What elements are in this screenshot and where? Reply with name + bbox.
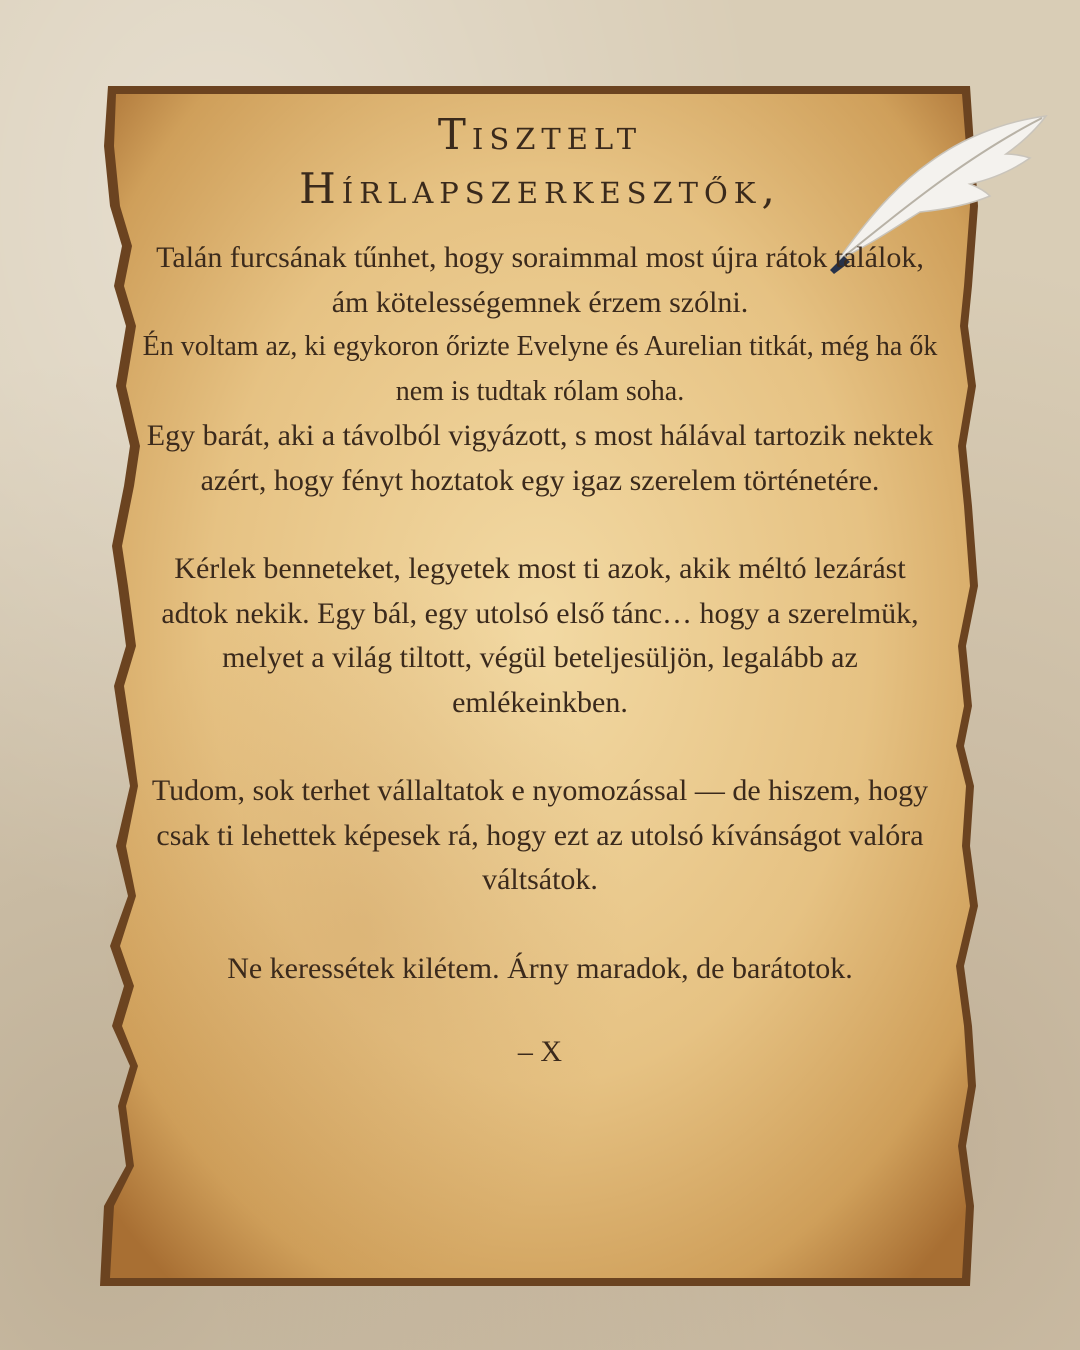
paragraph-6: Ne keressétek kilétem. Árny maradok, de barátotok. xyxy=(227,951,853,985)
paragraph-4: Kérlek benneteket, legyetek most ti azok, akik méltó lezárást adtok nekik. Egy bál, egy utolsó első tánc… hogy a szerelmük, melyet a világ tiltott, végül beteljesüljön, legalább az emlékeinkben. xyxy=(161,552,919,719)
letter-title-line1: Tisztelt xyxy=(437,110,643,159)
paragraph-gap xyxy=(140,503,940,547)
letter-body xyxy=(140,236,940,991)
letter-title xyxy=(140,108,940,216)
paragraph-2: Én voltam az, ki egykoron őrizte Evelyne és Aurelian titkát, még ha ők nem is tudtak rólam soha. xyxy=(142,331,938,407)
paragraph-3: Egy barát, aki a távolból vigyázott, s most hálával tartozik nektek azért, hogy fényt hoztatok egy igaz szerelem történetére. xyxy=(146,419,934,497)
paragraph-5: Tudom, sok terhet vállaltatok e nyomozással — de hiszem, hogy csak ti lehettek képesek rá, hogy ezt az utolsó kívánságot valóra váltsátok. xyxy=(151,774,929,896)
signature: – X xyxy=(517,1035,563,1068)
letter-content xyxy=(140,108,940,1069)
parchment-page xyxy=(100,86,980,1286)
letter-title-line2: Hírlapszerkesztők, xyxy=(299,164,781,213)
paragraph-gap xyxy=(140,725,940,769)
paragraph-gap xyxy=(140,903,940,947)
paragraph-1: Talán furcsának tűnhet, hogy soraimmal most újra rátok találok, ám kötelességemnek érzem szólni. xyxy=(156,241,924,319)
